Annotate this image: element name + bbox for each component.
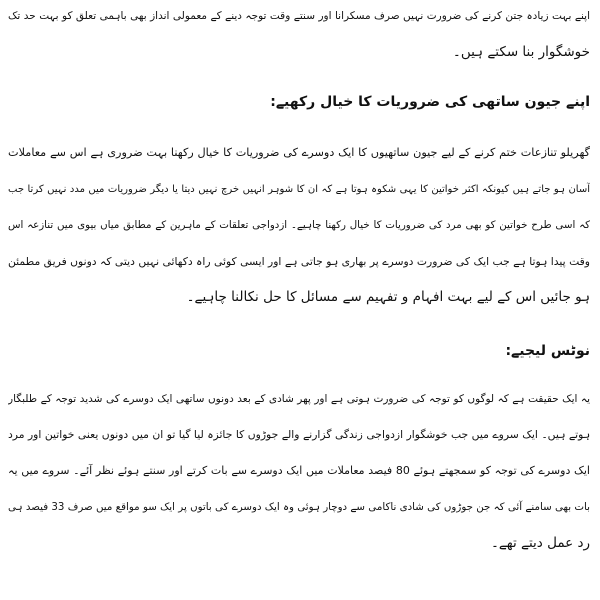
heading-spouse-needs: اپنے جیون ساتھی کی ضروریات کا خیال رکھیے: <box>270 94 590 110</box>
paragraph-3-line-2: ہوتے ہیں۔ ایک سروے میں جب خوشگوار ازدواجی زندگی گزارنے والے جوڑوں کا جائزہ لیا گیا تو ان میں دونوں یعنی خواتین اور مرد <box>8 428 590 441</box>
paragraph-1-line-1: اپنے بہت زیادہ جتن کرنے کی ضرورت نہیں صرف مسکرانا اور سنتے وقت توجہ دینے کے معمولی انداز بھی باہمی تعلق کو بہت حد تک <box>8 10 590 22</box>
paragraph-1-line-2: خوشگوار بنا سکتے ہیں۔ <box>452 44 590 60</box>
paragraph-3-line-4: بات بھی سامنے آئی کہ جن جوڑوں کی شادی ناکامی سے دوچار ہوئی وہ ایک دوسرے کی باتوں پر ایک سو مواقع میں صرف 33 فیصد ہی <box>8 501 590 513</box>
paragraph-2-line-2: آسان ہو جاتے ہیں کیونکہ اکثر خواتین کا یہی شکوہ ہوتا ہے کہ ان کا شوہر انہیں خرچ نہیں دیتا یا دیگر ضروریات میں مدد نہیں کرتا جب <box>8 184 590 195</box>
paragraph-2-line-1: گھریلو تنازعات ختم کرنے کے لیے جیون ساتھیوں کا ایک دوسرے کی ضروریات کا خیال رکھنا بہت ضروری ہے اس سے معاملات <box>8 146 590 159</box>
heading-take-notice: نوٹس لیجیے: <box>505 343 590 359</box>
paragraph-3-line-1: یہ ایک حقیقت ہے کہ لوگوں کو توجہ کی ضرورت ہوتی ہے اور پھر شادی کے بعد دونوں ساتھی ایک دوسرے کی شدید توجہ کے طلبگار <box>8 393 590 405</box>
paragraph-3-line-5: رد عمل دیتے تھے۔ <box>490 535 590 551</box>
paragraph-2-line-4: وقت پیدا ہوتا ہے جب ایک کی ضرورت دوسرے پر بھاری ہو جاتی ہے اور ایسی کوئی راہ دکھائی نہیں دیتی کہ دونوں فریق مطمئن <box>8 255 590 268</box>
paragraph-2-line-5: ہو جائیں اس کے لیے بہت افہام و تفہیم سے مسائل کا حل نکالنا چاہیے۔ <box>186 289 590 305</box>
paragraph-3-line-3: ایک دوسرے کی توجہ کو سمجھتے ہوئے 80 فیصد معاملات میں ایک دوسرے سے بات کرتے اور سنتے ہوئے نظر آئے۔ سروے میں یہ <box>8 464 590 477</box>
paragraph-2-line-3: کہ اسی طرح خواتین کو بھی مرد کی ضروریات کا خیال رکھنا چاہیے۔ ازدواجی تعلقات کے ماہرین کے مطابق میاں بیوی میں تنازعہ اس <box>8 219 590 231</box>
article <box>8 0 590 600</box>
